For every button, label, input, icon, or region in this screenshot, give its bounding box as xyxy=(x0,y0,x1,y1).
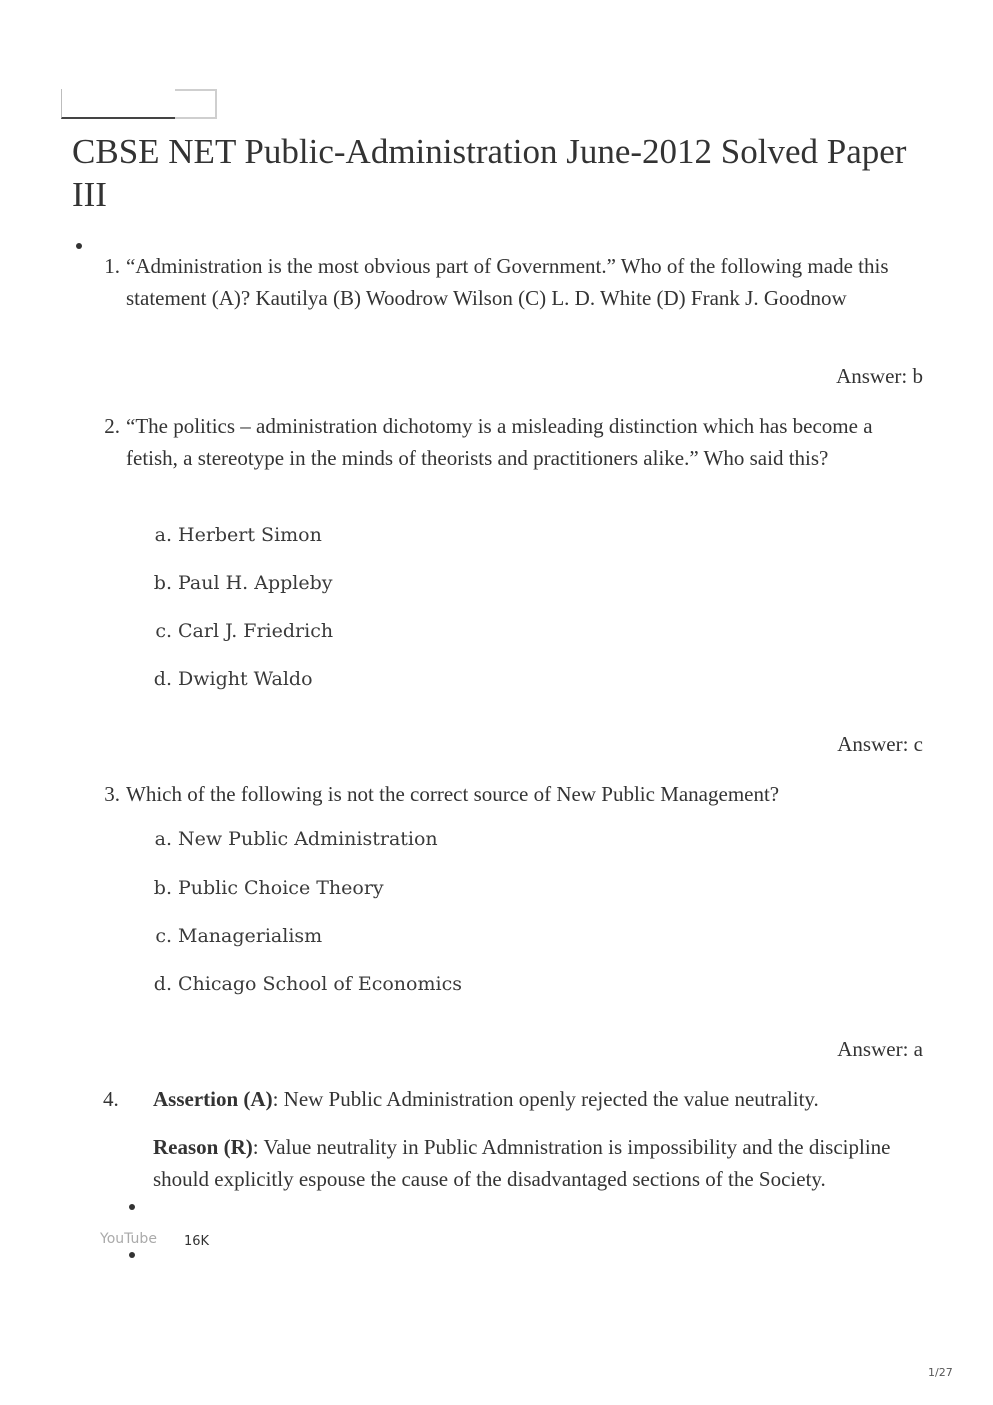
tab-inactive[interactable] xyxy=(175,89,217,119)
bullet-icon xyxy=(129,1204,135,1210)
assertion: Assertion (A): New Public Administration openly rejected the value neutrality. xyxy=(153,1087,819,1111)
option: b. Public Choice Theory xyxy=(153,877,384,899)
question-text: “Administration is the most obvious part of Government.” Who of the following made this statement (A)? Kautilya (B) Woodrow Wilson (C) L. D. White (D) Frank J. Goodnow xyxy=(126,254,889,310)
answer: Answer: a xyxy=(837,1037,923,1061)
option: d. Dwight Waldo xyxy=(153,668,313,690)
option: c. Carl J. Friedrich xyxy=(155,620,334,642)
question-number: 2. xyxy=(104,414,120,438)
question-number: 3. xyxy=(104,782,120,806)
page-number: 1/27 xyxy=(928,1366,953,1379)
answer: Answer: b xyxy=(836,364,923,388)
tab-widget[interactable] xyxy=(61,89,217,119)
option: c. Managerialism xyxy=(155,925,323,947)
tab-active[interactable] xyxy=(61,89,175,119)
answer: Answer: c xyxy=(837,732,923,756)
question-text: Which of the following is not the correct source of New Public Management? xyxy=(126,782,780,806)
question-number: 1. xyxy=(104,254,120,278)
bullet-icon xyxy=(76,243,82,249)
question-text: “The politics – administration dichotomy is a misleading distinction which has become a fetish, a stereotype in the minds of theorists and practitioners alike.” Who said this? xyxy=(126,414,873,470)
option: b. Paul H. Appleby xyxy=(153,572,333,594)
subscriber-count: 16K xyxy=(184,1234,210,1249)
youtube-label[interactable]: YouTube xyxy=(100,1231,157,1247)
question-number: 4. xyxy=(103,1087,119,1111)
option: a. New Public Administration xyxy=(154,828,438,850)
option: a. Herbert Simon xyxy=(154,524,322,546)
page-title: CBSE NET Public-Administration June-2012 Solved Paper III xyxy=(72,132,907,214)
bullet-icon xyxy=(129,1252,135,1258)
option: d. Chicago School of Economics xyxy=(153,973,462,995)
reason: Reason (R): Value neutrality in Public Admnistration is impossibility and the discipline should explicitly espouse the cause of the disadvantaged sections of the Society. xyxy=(153,1135,891,1191)
